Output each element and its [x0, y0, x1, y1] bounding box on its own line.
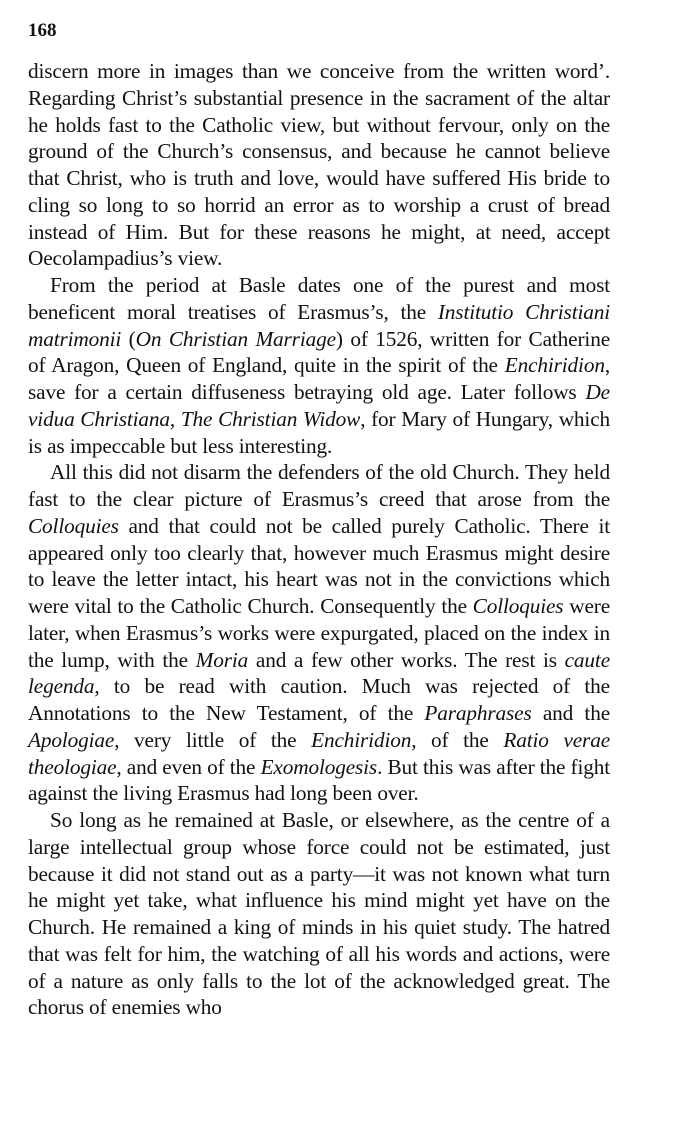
paragraph-2: [28, 272, 610, 459]
italic-title-text: Colloquies: [472, 594, 564, 618]
paragraph-text: and the: [531, 701, 610, 725]
italic-title-text: Colloquies: [28, 513, 119, 538]
paragraph-text: So long as he remained at Basle, or elsewhere, as the centre of a large intellectual group whose force could not be estimated, just because it did not stand out as a party—it was not known what turn he might yet take, what influence his mind might yet have on the Church. He remained a king of minds in his quiet study. The hatred that was felt for him, the watching of all his words and actions, were of a nature as only falls to the lot of the acknowledged great. The chorus of enemies who: [28, 808, 610, 1020]
italic-title-text: Enchiridion: [311, 727, 412, 752]
paragraph-4: [28, 807, 610, 1021]
paragraph-text: From the period at Basle dates one of the purest and most beneficent moral treatises of Erasmus’s, the: [28, 273, 610, 324]
paragraph-text: , for Mary of Hungary, which is as impeccable but less interesting.: [28, 406, 610, 458]
paragraph-text: discern more in images than we conceive from the written word’. Regarding Christ’s substantial presence in the sacrament of the altar he holds fast to the Catholic view, but without fervour, only on the ground of the Church’s consensus, and because he cannot believe that Christ, who is truth and love, would have suffered His bride to cling so long to so horrid an error as to worship a crust of bread instead of Him. But for these reasons he might, at need, accept Oecolampadius’s view.: [28, 59, 610, 271]
italic-title-text: On Christian Marriage: [135, 326, 336, 351]
italic-title-text: Institutio Christiani matrimonii: [28, 299, 610, 351]
italic-title-text: De vidua Christiana, The Christian Widow: [28, 380, 610, 431]
italic-title-text: Moria: [195, 647, 249, 672]
paragraph-text: ) of 1526, written for Catherine of Aragon, Queen of England, quite in the spirit of the: [28, 326, 610, 378]
paragraph-text: and that could not be called purely Catholic. There it appeared only too clearly that, however much Erasmus might desire to leave the letter intact, his heart was not in the convictions which were vital to the Catholic Church. Consequently the: [28, 513, 610, 618]
paragraph-3: [28, 459, 610, 807]
italic-title-text: caute legenda: [28, 647, 610, 699]
paragraph-text: and a few other works. The rest is: [248, 647, 565, 672]
paragraph-text: were later, when Erasmus’s works were expurgated, placed on the index in the lump, with the: [28, 594, 610, 672]
paragraph-text: , to be read with caution. Much was rejected of the Annotations to the New Testament, of the: [28, 674, 610, 725]
paragraph-text: , very little of the: [114, 727, 312, 752]
italic-title-text: Ratio verae theologiae: [28, 727, 610, 779]
paragraph-text: , of the: [411, 727, 504, 752]
paragraph-text: . But this was after the fight against the living Erasmus had long been over.: [28, 754, 610, 806]
paragraph-text: , and even of the: [116, 754, 261, 779]
page-number: 168: [28, 20, 57, 41]
italic-title-text: Enchiridion: [504, 353, 605, 378]
italic-title-text: Paraphrases: [424, 701, 532, 725]
italic-title-text: Exomologesis: [260, 754, 378, 779]
paragraph-text: , save for a certain diffuseness betraying old age. Later follows: [28, 353, 610, 404]
body-text: [28, 58, 610, 1021]
paragraph-text: (: [121, 326, 136, 351]
italic-title-text: Apologiae: [28, 727, 115, 752]
paragraph-text: All this did not disarm the defenders of the old Church. They held fast to the clear picture of Erasmus’s creed that arose from the: [28, 460, 610, 511]
paragraph-1: [28, 58, 610, 272]
